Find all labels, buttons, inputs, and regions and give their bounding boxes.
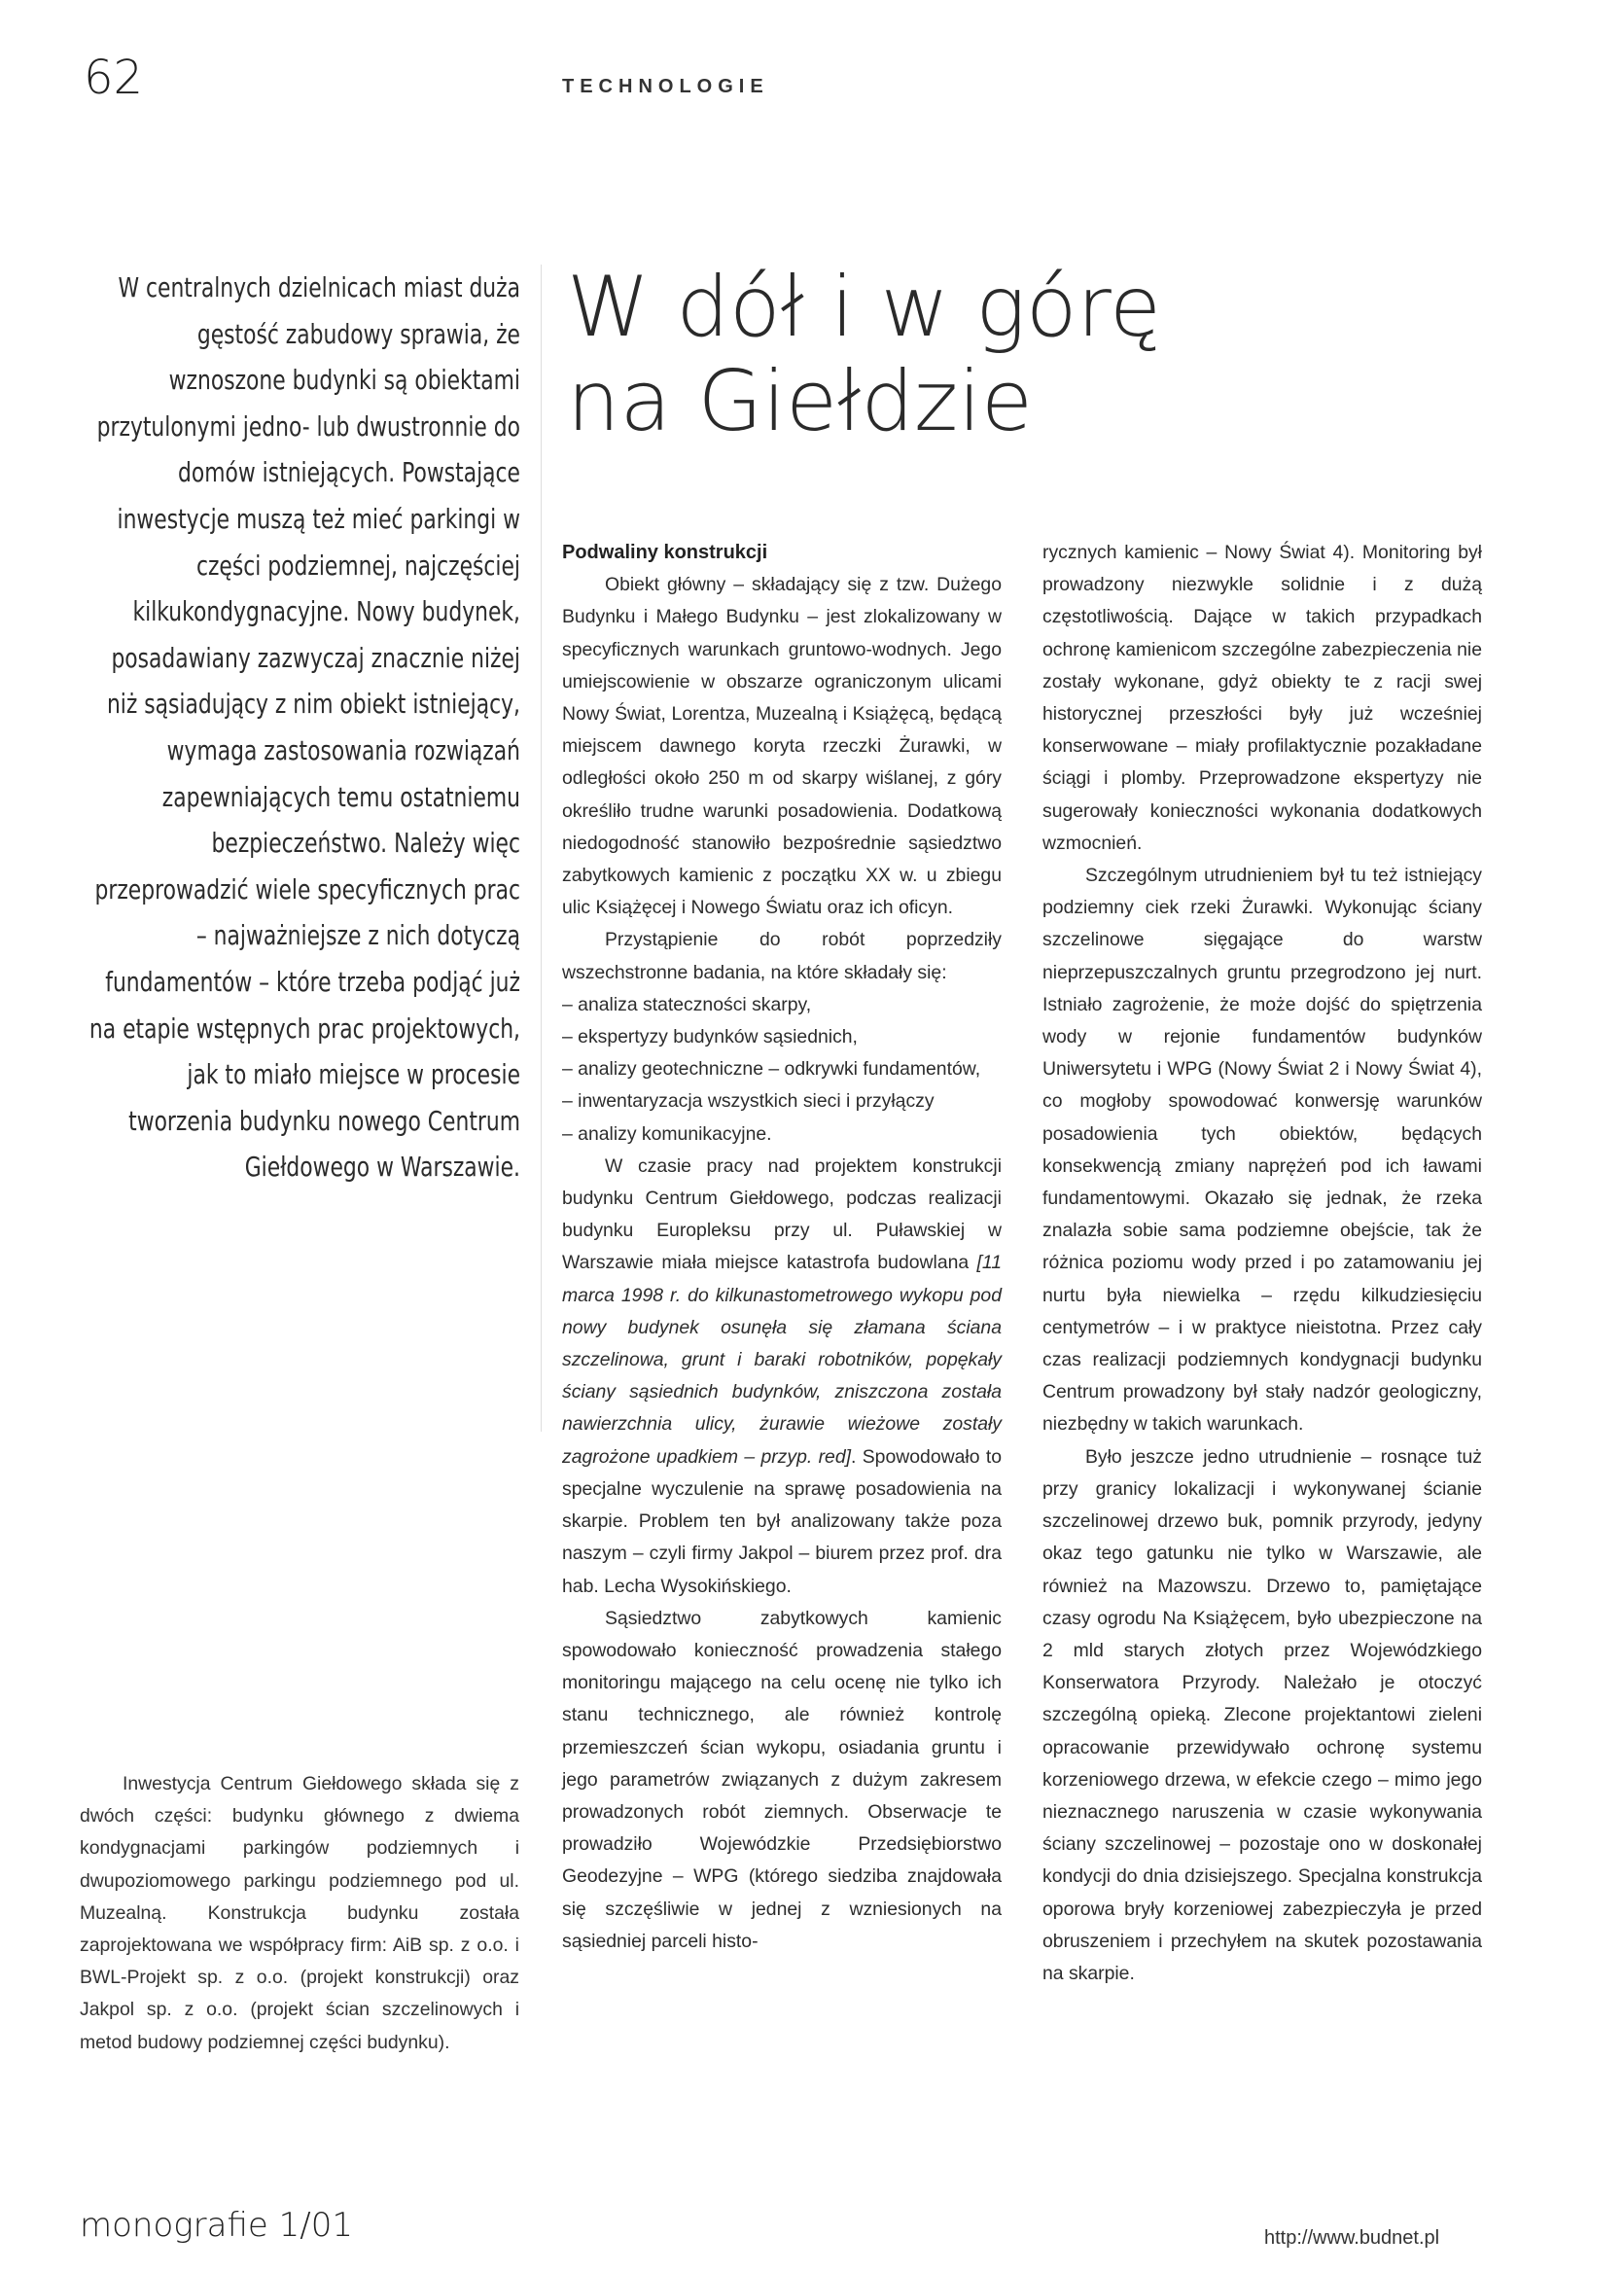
list-item: – analizy geotechniczne – odkrywki fundamentów, [562, 1053, 1002, 1085]
list-item: – analiza stateczności skarpy, [562, 989, 1002, 1021]
paragraph [562, 1151, 1002, 1603]
section-label: TECHNOLOGIE [562, 76, 769, 97]
article-column-middle [562, 537, 1002, 1958]
paragraph: Było jeszcze jedno utrudnienie – rosnące tuż przy granicy lokalizacji i wykonywanej ścianie szczelinowej drzewo buk, pomnik przyrody, jedyny okaz tego gatunku nie tylko w Warszawie, ale również na Mazowszu. Drzewo to, pamiętające czasy ogrodu Na Książęcem, było ubezpieczone na 2 mld starych złotych przez Wojewódzkiego Konserwatora Przyrody. Należało je otoczyć szczególną opieką. Zlecone projektantowi zieleni opracowanie przewidywało ochronę systemu korzeniowego drzewa, w efekcie czego – mimo jego nieznacznego naruszenia w czasie wykonywania ściany szczelinowej – pozostaje ono w doskonałej kondycji do dnia dzisiejszego. Specjalna konstrukcja oporowa bryły korzeniowej zabezpieczyła je przed obruszeniem i przechyłem na skutek pozostawania na skarpie. [1042, 1445, 1482, 1984]
paragraph: Sąsiedztwo zabytkowych kamienic spowodowało konieczność prowadzenia stałego monitoringu mającego na celu ocenę nie tylko ich stanu technicznego, ale również kontrolę przemieszczeń ścian wykopu, osiadania gruntu i jego parametrów związanych z dużym zakresem prowadzonych robót ziemnych. Obserwacje te prowadziło Wojewódzkie Przedsiębiorstwo Geodezyjne – WPG (którego siedziba znajdowała się szczęśliwie w jednej z wzniesionych na sąsiedniej parceli histo- [562, 1607, 1002, 1952]
paragraph: Szczególnym utrudnieniem był tu też istniejący podziemny ciek rzeki Żurawki. Wykonując ściany szczelinowe sięgające do warstw nieprzepuszczalnych gruntu przegrodzono jej nurt. Istniało zagrożenie, że może dojść do spiętrzenia wody w rejonie fundamentów budynków Uniwersytetu i WPG (Nowy Świat 2 i Nowy Świat 4), co mogłoby spowodować konwersję warunków posadowienia tych obiektów, będących konsekwencją zmiany naprężeń pod ich ławami fundamentowymi. Okazało się jednak, że rzeka znalazła sobie sama podziemne obejście, tak że różnica poziomu wody przed i po zatamowaniu jej nurtu była niewielka – rzędu kilkudziesięciu centymetrów – i w praktyce nieistotna. Przez cały czas realizacji podziemnych kondygnacji budynku Centrum prowadzony był stały nadzór geologiczny, niezbędny w takich warunkach. [1042, 865, 1482, 1436]
title-line-1: W dół i w górę [567, 259, 1161, 356]
sidebar-note [80, 1768, 519, 2059]
column-divider [541, 265, 542, 1432]
list-item: – inwentaryzacja wszystkich sieci i przyłączy [562, 1085, 1002, 1118]
lead-paragraph [88, 265, 520, 1190]
editor-note: [11 marca 1998 r. do kilkunastometrowego wykopu pod nowy budynek osunęła się złamana ściana szczelinowa, grunt i baraki robotników, popękały ściany sąsiednich budynków, zniszczona została nawierzchnia ulicy, żurawie wieżowe zostały zagrożone upadkiem – przyp. red] [562, 1252, 1002, 1468]
list-item: – ekspertyzy budynków sąsiednich, [562, 1021, 1002, 1053]
page-number: 62 [84, 51, 144, 105]
lead-text: W centralnych dzielnicach miast duża gęstość zabudowy sprawia, że wznoszone budynki są obiektami przytulonymi jedno- lub dwustronnie do domów istniejących. Powstające inwestycje muszą też mieć parkingi w części podziemnej, najczęściej kilkukondygnacyjne. Nowy budynek, posadawiany zazwyczaj znacznie niżej niż sąsiadujący z nim obiekt istniejący, wymaga zastosowania rozwiązań zapewniających temu ostatniemu bezpieczeństwo. Należy więc przeprowadzić wiele specyficznych prac – najważniejsze z nich dotyczą fundamentów – które trzeba podjąć już na etapie wstępnych prac projektowych, jak to miało miejsce w procesie tworzenia budynku nowego Centrum Giełdowego w Warszawie. [88, 271, 521, 1184]
paragraph: Obiekt główny – składający się z tzw. Dużego Budynku i Małego Budynku – jest zlokalizowany w specyficznych warunkach gruntowo-wodnych. Jego umiejscowienie w obszarze ograniczonym ulicami Nowy Świat, Lorentza, Muzealną i Książęcą, będącą miejscem dawnego koryta rzeczki Żurawki, w odległości około 250 m od skarpy wiślanej, z góry określiło trudne warunki posadowienia. Dodatkową niedogodność stanowiło bezpośrednie sąsiedztwo zabytkowych kamienic z początku XX w. u zbiegu ulic Książęcej i Nowego Światu oraz ich oficyn. [562, 574, 1002, 919]
paragraph: Przystąpienie do robót poprzedziły wszechstronne badania, na które składały się: [562, 929, 1002, 983]
paragraph: rycznych kamienic – Nowy Świat 4). Monitoring był prowadzony niezwykle solidnie i z dużą częstotliwością. Dające w takich przypadkach ochronę kamienicom szczególne zabezpieczenia nie zostały wykonane, gdyż obiekty te z racji swej historycznej przeszłości były już wcześniej konserwowane – miały profilaktycznie pozakładane ściągi i plomby. Przeprowadzone ekspertyzy nie sugerowały konieczności wykonania dodatkowych wzmocnień. [1042, 542, 1482, 854]
paragraph-text: . Spowodowało to specjalne wyczulenie na sprawę posadowienia na skarpie. Problem ten był analizowany także poza naszym – czyli firmy Jakpol – biurem przez prof. dra hab. Lecha Wysokińskiego. [562, 1445, 1002, 1597]
paragraph-text: W czasie pracy nad projektem konstrukcji budynku Centrum Giełdowego, podczas realizacji budynku Europleksu przy ul. Puławskiej w Warszawie miała miejsce katastrofa budowlana [562, 1154, 1002, 1274]
list-item: – analizy komunikacyjne. [562, 1118, 1002, 1151]
sidebar-text: Inwestycja Centrum Giełdowego składa się z dwóch części: budynku głównego z dwiema kondygnacjami parkingów podziemnych i dwupoziomowego parkingu podziemnego pod ul. Muzealną. Konstrukcja budynku została zaprojektowana we współpracy firm: AiB sp. z o.o. i BWL-Projekt sp. z o.o. (projekt konstrukcji) oraz Jakpol sp. z o.o. (projekt ścian szczelinowych i metod budowy podziemnej części budynku). [80, 1773, 519, 2053]
research-list [562, 989, 1002, 1151]
article-title [567, 261, 1161, 449]
title-line-2: na Giełdzie [567, 353, 1033, 450]
website-url: http://www.budnet.pl [1264, 2227, 1440, 2249]
magazine-footer: monografie 1/01 [80, 2206, 353, 2245]
subheading: Podwaliny konstrukcji [562, 542, 768, 563]
article-column-right [1042, 537, 1482, 1990]
